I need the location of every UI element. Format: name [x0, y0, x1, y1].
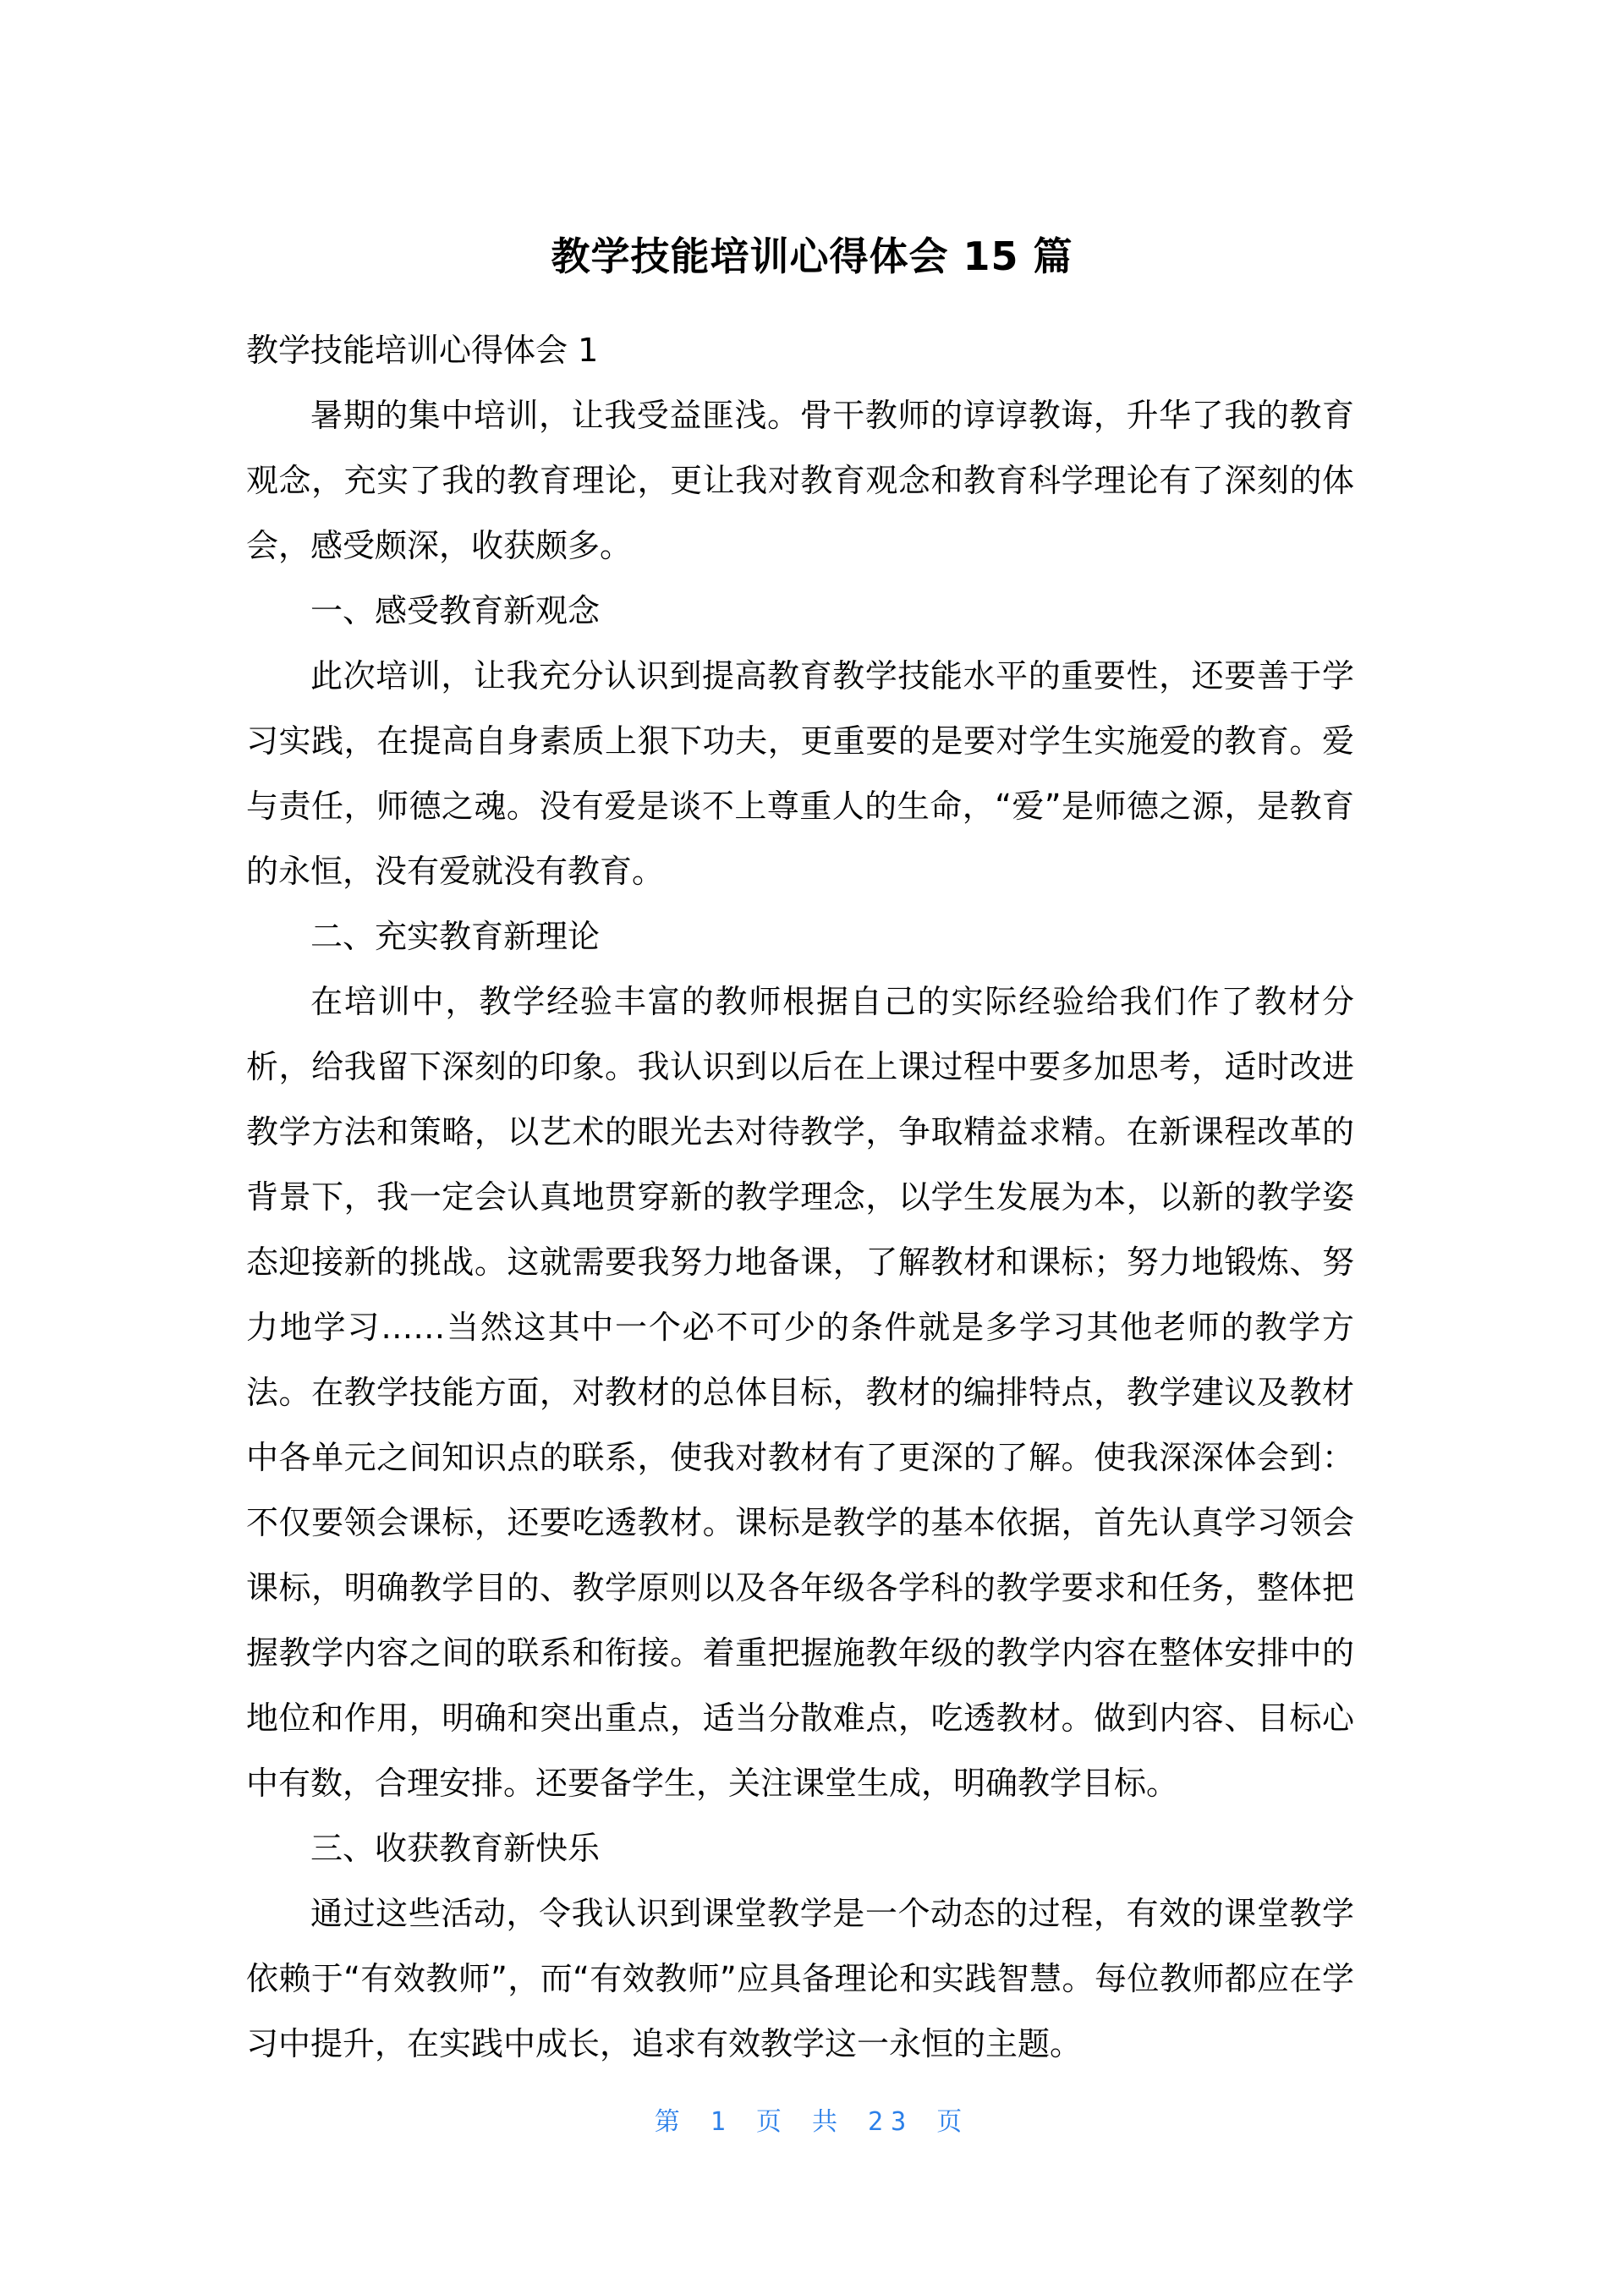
paragraph: 此次培训，让我充分认识到提高教育教学技能水平的重要性，还要善于学习实践，在提高自身素质上狠下功夫，更重要的是要对学生实施爱的教育。爱与责任，师德之魂。没有爱是谈不上尊重人的生命，“爱”是师德之源，是教育的永恒，没有爱就没有教育。 — [246, 657, 1354, 890]
paragraph: 二、充实教育新理论 — [310, 918, 601, 955]
paragraph: 教学技能培训心得体会 1 — [246, 332, 599, 369]
document-title: 教学技能培训心得体会 15 篇 — [551, 233, 1073, 279]
paragraph: 在培训中，教学经验丰富的教师根据自己的实际经验给我们作了教材分析，给我留下深刻的印象。我认识到以后在上课过程中要多加思考，适时改进教学方法和策略，以艺术的眼光去对待教学，争取精益求精。在新课程改革的背景下，我一定会认真地贯穿新的教学理念，以学生发展为本，以新的教学姿态迎接新的挑战。这就需要我努力地备课，了解教材和课标；努力地锻炼、努力地学习……当然这其中一个必不可少的条件就是多学习其他老师的教学方法。在教学技能方面，对教材的总体目标，教材的编排特点，教学建议及教材中各单元之间知识点的联系，使我对教材有了更深的了解。使我深深体会到：不仅要领会课标，还要吃透教材。课标是教学的基本依据，首先认真学习领会课标，明确教学目的、教学原则以及各年级各学科的教学要求和任务，整体把握教学内容之间的联系和衔接。着重把握施教年级的教学内容在整体安排中的地位和作用，明确和突出重点，适当分散难点，吃透教材。做到内容、目标心中有数，合理安排。还要备学生，关注课堂生成，明确教学目标。 — [246, 983, 1354, 1802]
page-number-footer: 第 1 页 共 23 页 — [654, 2107, 970, 2137]
document-body — [246, 318, 1354, 2077]
paragraph: 通过这些活动，令我认识到课堂教学是一个动态的过程，有效的课堂教学依赖于“有效教师”，而“有效教师”应具备理论和实践智慧。每位教师都应在学习中提升，在实践中成长，追求有效教学这一永恒的主题。 — [246, 1895, 1354, 2062]
paragraph: 三、收获教育新快乐 — [310, 1830, 601, 1867]
paragraph: 暑期的集中培训，让我受益匪浅。骨干教师的谆谆教诲，升华了我的教育观念，充实了我的教育理论，更让我对教育观念和教育科学理论有了深刻的体会，感受颇深，收获颇多。 — [246, 397, 1354, 564]
paragraph: 一、感受教育新观念 — [310, 592, 601, 629]
